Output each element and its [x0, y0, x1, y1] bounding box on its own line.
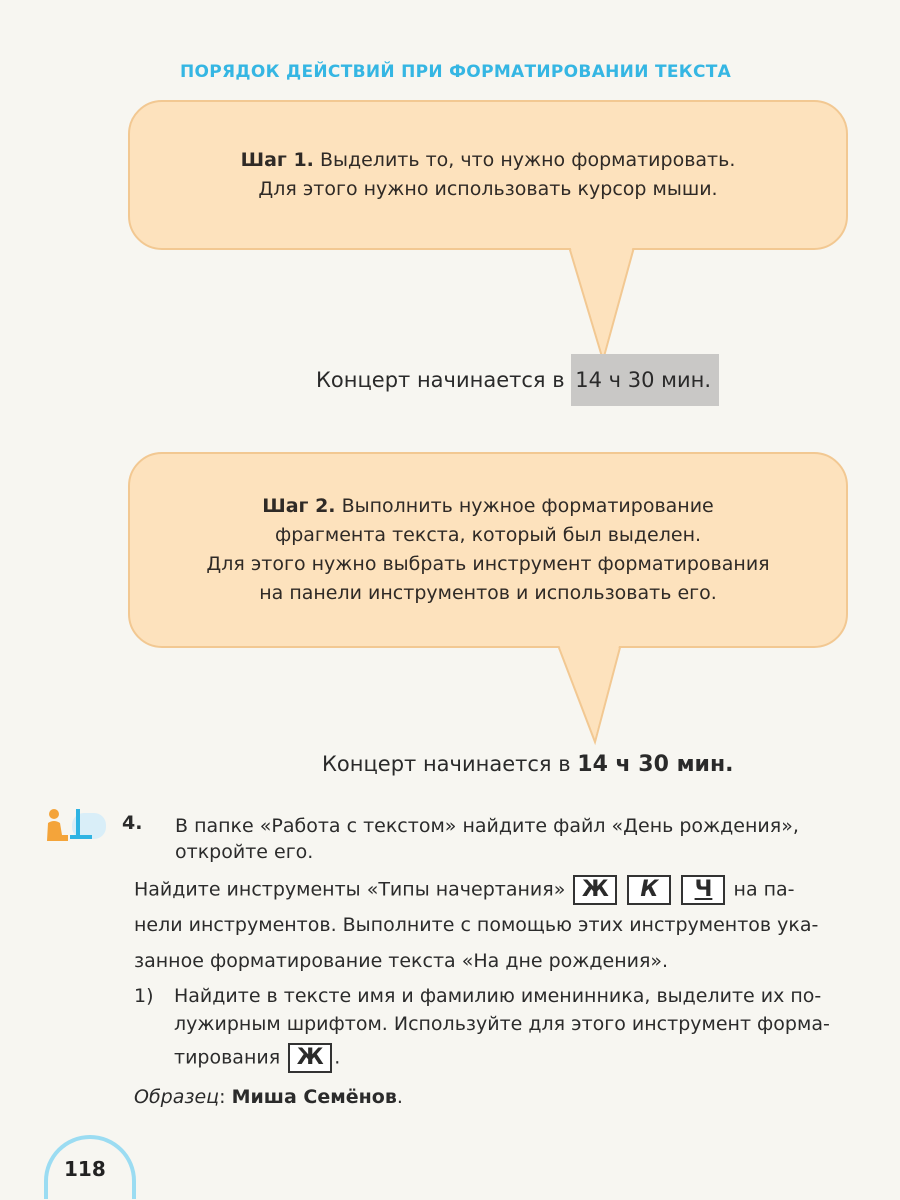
subtask-1-line2: лужирным шрифтом. Используйте для этого инструмент форма-	[174, 1013, 830, 1035]
sample-label: Образец	[134, 1086, 220, 1108]
subtask-1-line3: тирования Ж .	[174, 1043, 340, 1073]
step2-line1: Шаг 2. Выполнить нужное форматирование	[262, 495, 714, 517]
example2-sentence: Концерт начинается в 14 ч 30 мин.	[322, 752, 734, 777]
step2-line3: Для этого нужно выбрать инструмент форматирования	[206, 553, 770, 575]
task-paragraph-line2: нели инструментов. Выполните с помощью этих инструментов ука-	[134, 914, 819, 936]
sample-value: Миша Семёнов	[231, 1086, 397, 1108]
subtask-1-number: 1)	[134, 985, 154, 1007]
step2-label: Шаг 2.	[262, 495, 336, 517]
italic-tool-icon: К	[627, 875, 671, 905]
task-intro-line1: В папке «Работа с текстом» найдите файл «День рождения»,	[175, 815, 799, 837]
step1-line1: Шаг 1. Выделить то, что нужно форматировать.	[240, 149, 736, 171]
person-at-computer-icon	[44, 805, 108, 845]
bold-tool-icon: Ж	[573, 875, 617, 905]
step2-line2: фрагмента текста, который был выделен.	[274, 524, 702, 546]
bold-tool-icon-inline: Ж	[288, 1043, 332, 1073]
task-paragraph-line1: Найдите инструменты «Типы начертания» Ж К Ч на па-	[134, 875, 795, 905]
example1-sentence: Концерт начинается в 14 ч 30 мин.	[316, 368, 719, 392]
section-title: ПОРЯДОК ДЕЙСТВИЙ ПРИ ФОРМАТИРОВАНИИ ТЕКСТА	[180, 62, 732, 82]
page-number: 118	[64, 1157, 106, 1181]
underline-tool-icon: Ч	[681, 875, 725, 905]
sample-line: Образец: Миша Семёнов.	[134, 1086, 403, 1108]
task-intro-line2: откройте его.	[175, 841, 314, 863]
selected-fragment: 14 ч 30 мин.	[571, 354, 719, 406]
subtask-1-line1: Найдите в тексте имя и фамилию именинника, выделите их по-	[174, 985, 822, 1007]
task-paragraph-line3: занное форматирование текста «На дне рождения».	[134, 950, 669, 972]
step1-label: Шаг 1.	[240, 149, 314, 171]
formatted-fragment: 14 ч 30 мин.	[577, 752, 734, 777]
task-number: 4.	[122, 812, 143, 834]
page-number-tab	[44, 1135, 136, 1199]
step1-line2: Для этого нужно использовать курсор мыши.	[258, 178, 718, 200]
step2-line4: на панели инструментов и использовать его.	[259, 582, 717, 604]
